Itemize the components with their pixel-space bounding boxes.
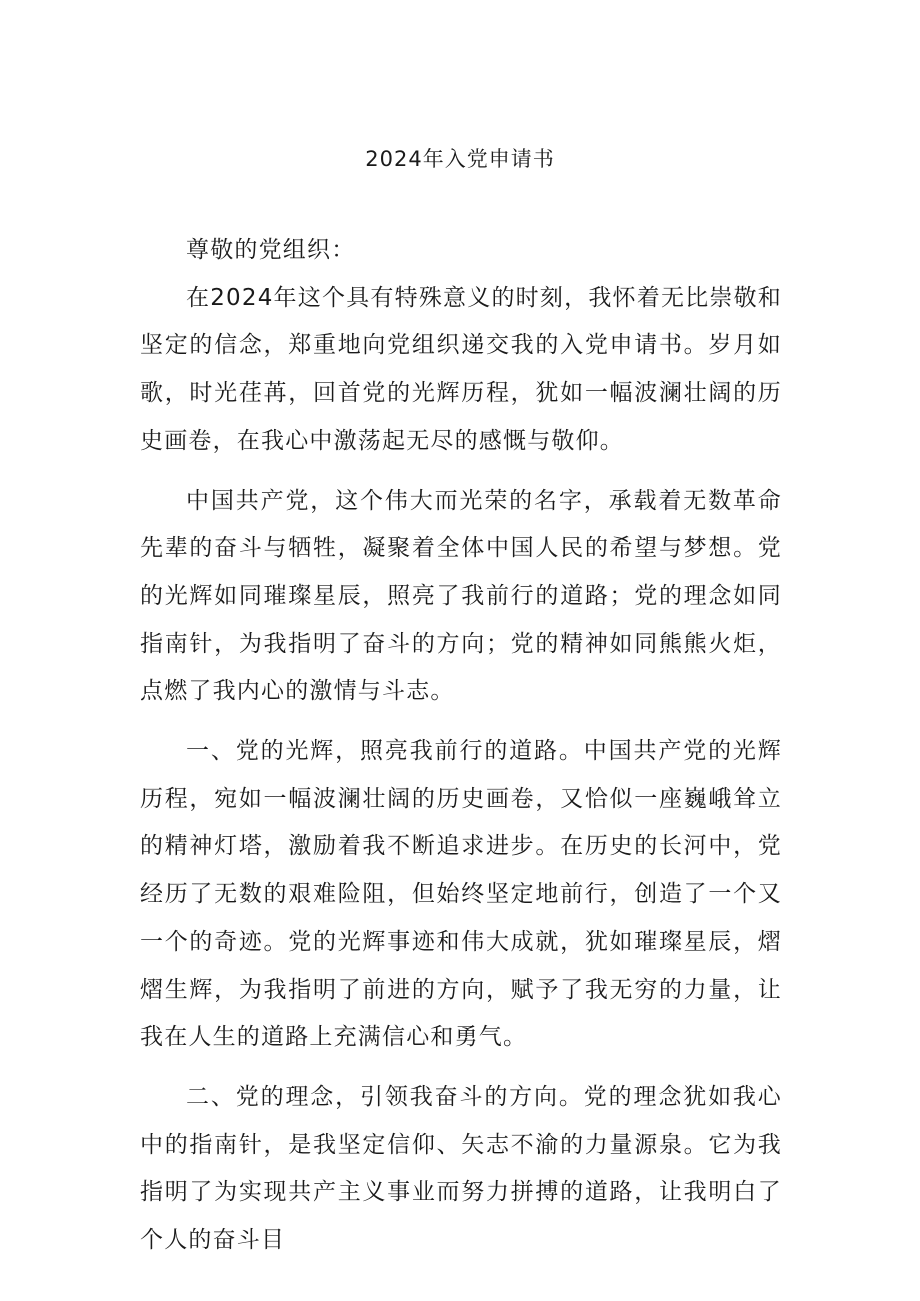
paragraph-section-two: 二、党的理念，引领我奋斗的方向。党的理念犹如我心中的指南针，是我坚定信仰、矢志不渝的力量源泉。它为我指明了为实现共产主义事业而努力拼搏的道路，让我明白了个人的奋斗目 — [140, 1083, 782, 1254]
paragraph-party: 中国共产党，这个伟大而光荣的名字，承载着无数革命先辈的奋斗与牺牲，凝聚着全体中国人民的希望与梦想。党的光辉如同璀璨星辰，照亮了我前行的道路；党的理念如同指南针，为我指明了奋斗的方向；党的精神如同熊熊火炬，点燃了我内心的激情与斗志。 — [140, 487, 782, 705]
document-body — [140, 215, 782, 1265]
paragraph-intro: 在2024年这个具有特殊意义的时刻，我怀着无比崇敬和坚定的信念，郑重地向党组织递交我的入党申请书。岁月如歌，时光荏苒，回首党的光辉历程，犹如一幅波澜壮阔的历史画卷，在我心中激荡起无尽的感慨与敬仰。 — [140, 284, 782, 454]
paragraph-section-one: 一、党的光辉，照亮我前行的道路。中国共产党的光辉历程，宛如一幅波澜壮阔的历史画卷，又恰似一座巍峨耸立的精神灯塔，激励着我不断追求进步。在历史的长河中，党经历了无数的艰难险阻，但始终坚定地前行，创造了一个又一个的奇迹。党的光辉事迹和伟大成就，犹如璀璨星辰，熠熠生辉，为我指明了前进的方向，赋予了我无穷的力量，让我在人生的道路上充满信心和勇气。 — [140, 738, 782, 1051]
salutation: 尊敬的党组织： — [186, 237, 356, 263]
document-title: 2024年入党申请书 — [365, 147, 555, 171]
